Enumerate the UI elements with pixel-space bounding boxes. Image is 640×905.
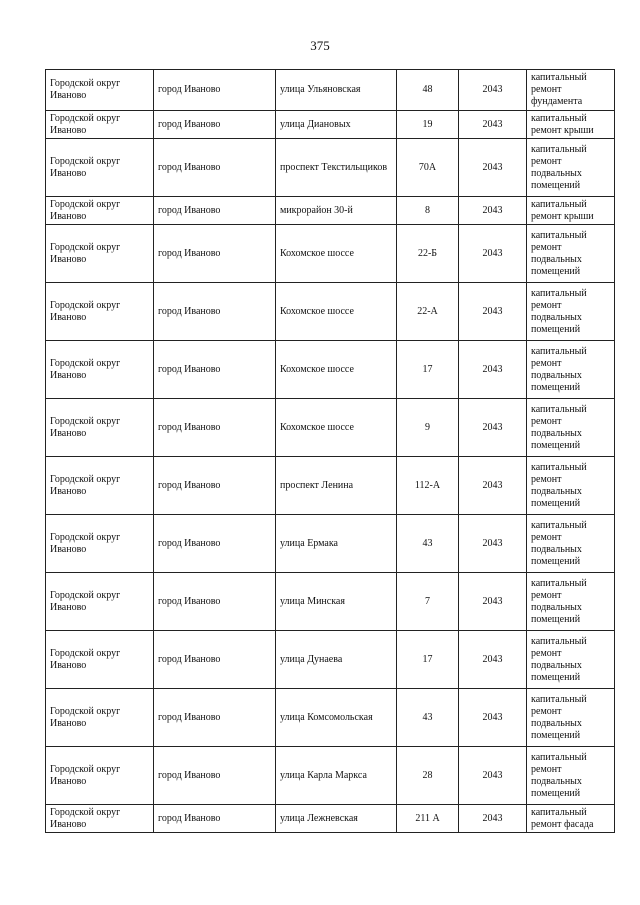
street-cell: улица Ульяновская (276, 70, 397, 111)
table-row (46, 139, 615, 197)
work-type-cell: капитальный ремонт подвальных помещений (527, 573, 615, 631)
city-cell: город Иваново (154, 111, 276, 139)
street-cell: Кохомское шоссе (276, 341, 397, 399)
year-cell: 2043 (459, 283, 527, 341)
work-type-cell: капитальный ремонт подвальных помещений (527, 399, 615, 457)
house-cell: 48 (397, 70, 459, 111)
work-type-cell: капитальный ремонт крыши (527, 197, 615, 225)
street-cell: улица Лежневская (276, 805, 397, 833)
street-cell: улица Карла Маркса (276, 747, 397, 805)
street-cell: улица Комсомольская (276, 689, 397, 747)
work-type-cell: капитальный ремонт подвальных помещений (527, 515, 615, 573)
house-cell: 17 (397, 631, 459, 689)
district-cell: Городской округ Иваново (46, 341, 154, 399)
house-cell: 17 (397, 341, 459, 399)
district-cell: Городской округ Иваново (46, 457, 154, 515)
district-cell: Городской округ Иваново (46, 111, 154, 139)
work-type-cell: капитальный ремонт крыши (527, 111, 615, 139)
house-cell: 22-Б (397, 225, 459, 283)
year-cell: 2043 (459, 197, 527, 225)
street-cell: улица Минская (276, 573, 397, 631)
street-cell: Кохомское шоссе (276, 399, 397, 457)
street-cell: улица Ермака (276, 515, 397, 573)
work-type-cell: капитальный ремонт подвальных помещений (527, 631, 615, 689)
table-row (46, 70, 615, 111)
house-cell: 211 А (397, 805, 459, 833)
house-cell: 70А (397, 139, 459, 197)
house-cell: 43 (397, 689, 459, 747)
table-row (46, 225, 615, 283)
street-cell: проспект Ленина (276, 457, 397, 515)
table-row (46, 341, 615, 399)
district-cell: Городской округ Иваново (46, 747, 154, 805)
year-cell: 2043 (459, 747, 527, 805)
district-cell: Городской округ Иваново (46, 573, 154, 631)
table-body (46, 70, 615, 833)
house-cell: 7 (397, 573, 459, 631)
district-cell: Городской округ Иваново (46, 283, 154, 341)
city-cell: город Иваново (154, 225, 276, 283)
table-row (46, 573, 615, 631)
table-row (46, 631, 615, 689)
city-cell: город Иваново (154, 631, 276, 689)
work-type-cell: капитальный ремонт подвальных помещений (527, 457, 615, 515)
work-type-cell: капитальный ремонт подвальных помещений (527, 689, 615, 747)
table-row (46, 515, 615, 573)
city-cell: город Иваново (154, 197, 276, 225)
district-cell: Городской округ Иваново (46, 197, 154, 225)
year-cell: 2043 (459, 341, 527, 399)
city-cell: город Иваново (154, 747, 276, 805)
house-cell: 8 (397, 197, 459, 225)
house-cell: 9 (397, 399, 459, 457)
city-cell: город Иваново (154, 283, 276, 341)
city-cell: город Иваново (154, 139, 276, 197)
house-cell: 22-А (397, 283, 459, 341)
district-cell: Городской округ Иваново (46, 399, 154, 457)
city-cell: город Иваново (154, 457, 276, 515)
city-cell: город Иваново (154, 399, 276, 457)
work-type-cell: капитальный ремонт подвальных помещений (527, 225, 615, 283)
table-row (46, 805, 615, 833)
city-cell: город Иваново (154, 689, 276, 747)
table-row (46, 457, 615, 515)
district-cell: Городской округ Иваново (46, 689, 154, 747)
table-row (46, 399, 615, 457)
district-cell: Городской округ Иваново (46, 139, 154, 197)
year-cell: 2043 (459, 111, 527, 139)
street-cell: улица Дунаева (276, 631, 397, 689)
table-row (46, 747, 615, 805)
city-cell: город Иваново (154, 573, 276, 631)
year-cell: 2043 (459, 573, 527, 631)
year-cell: 2043 (459, 399, 527, 457)
district-cell: Городской округ Иваново (46, 631, 154, 689)
city-cell: город Иваново (154, 805, 276, 833)
street-cell: улица Диановых (276, 111, 397, 139)
year-cell: 2043 (459, 457, 527, 515)
page-number: 375 (310, 38, 330, 53)
table-row (46, 283, 615, 341)
house-cell: 19 (397, 111, 459, 139)
house-cell: 28 (397, 747, 459, 805)
table-row (46, 111, 615, 139)
work-type-cell: капитальный ремонт подвальных помещений (527, 139, 615, 197)
house-cell: 43 (397, 515, 459, 573)
city-cell: город Иваново (154, 341, 276, 399)
district-cell: Городской округ Иваново (46, 70, 154, 111)
year-cell: 2043 (459, 139, 527, 197)
city-cell: город Иваново (154, 70, 276, 111)
city-cell: город Иваново (154, 515, 276, 573)
work-type-cell: капитальный ремонт подвальных помещений (527, 283, 615, 341)
street-cell: проспект Текстильщиков (276, 139, 397, 197)
work-type-cell: капитальный ремонт фундамента (527, 70, 615, 111)
work-type-cell: капитальный ремонт фасада (527, 805, 615, 833)
street-cell: микрорайон 30-й (276, 197, 397, 225)
work-type-cell: капитальный ремонт подвальных помещений (527, 341, 615, 399)
table-row (46, 197, 615, 225)
table-row (46, 689, 615, 747)
district-cell: Городской округ Иваново (46, 805, 154, 833)
district-cell: Городской округ Иваново (46, 225, 154, 283)
house-cell: 112-А (397, 457, 459, 515)
street-cell: Кохомское шоссе (276, 225, 397, 283)
year-cell: 2043 (459, 225, 527, 283)
year-cell: 2043 (459, 631, 527, 689)
year-cell: 2043 (459, 70, 527, 111)
year-cell: 2043 (459, 805, 527, 833)
street-cell: Кохомское шоссе (276, 283, 397, 341)
year-cell: 2043 (459, 515, 527, 573)
work-type-cell: капитальный ремонт подвальных помещений (527, 747, 615, 805)
year-cell: 2043 (459, 689, 527, 747)
district-cell: Городской округ Иваново (46, 515, 154, 573)
repair-schedule-table (45, 69, 615, 833)
